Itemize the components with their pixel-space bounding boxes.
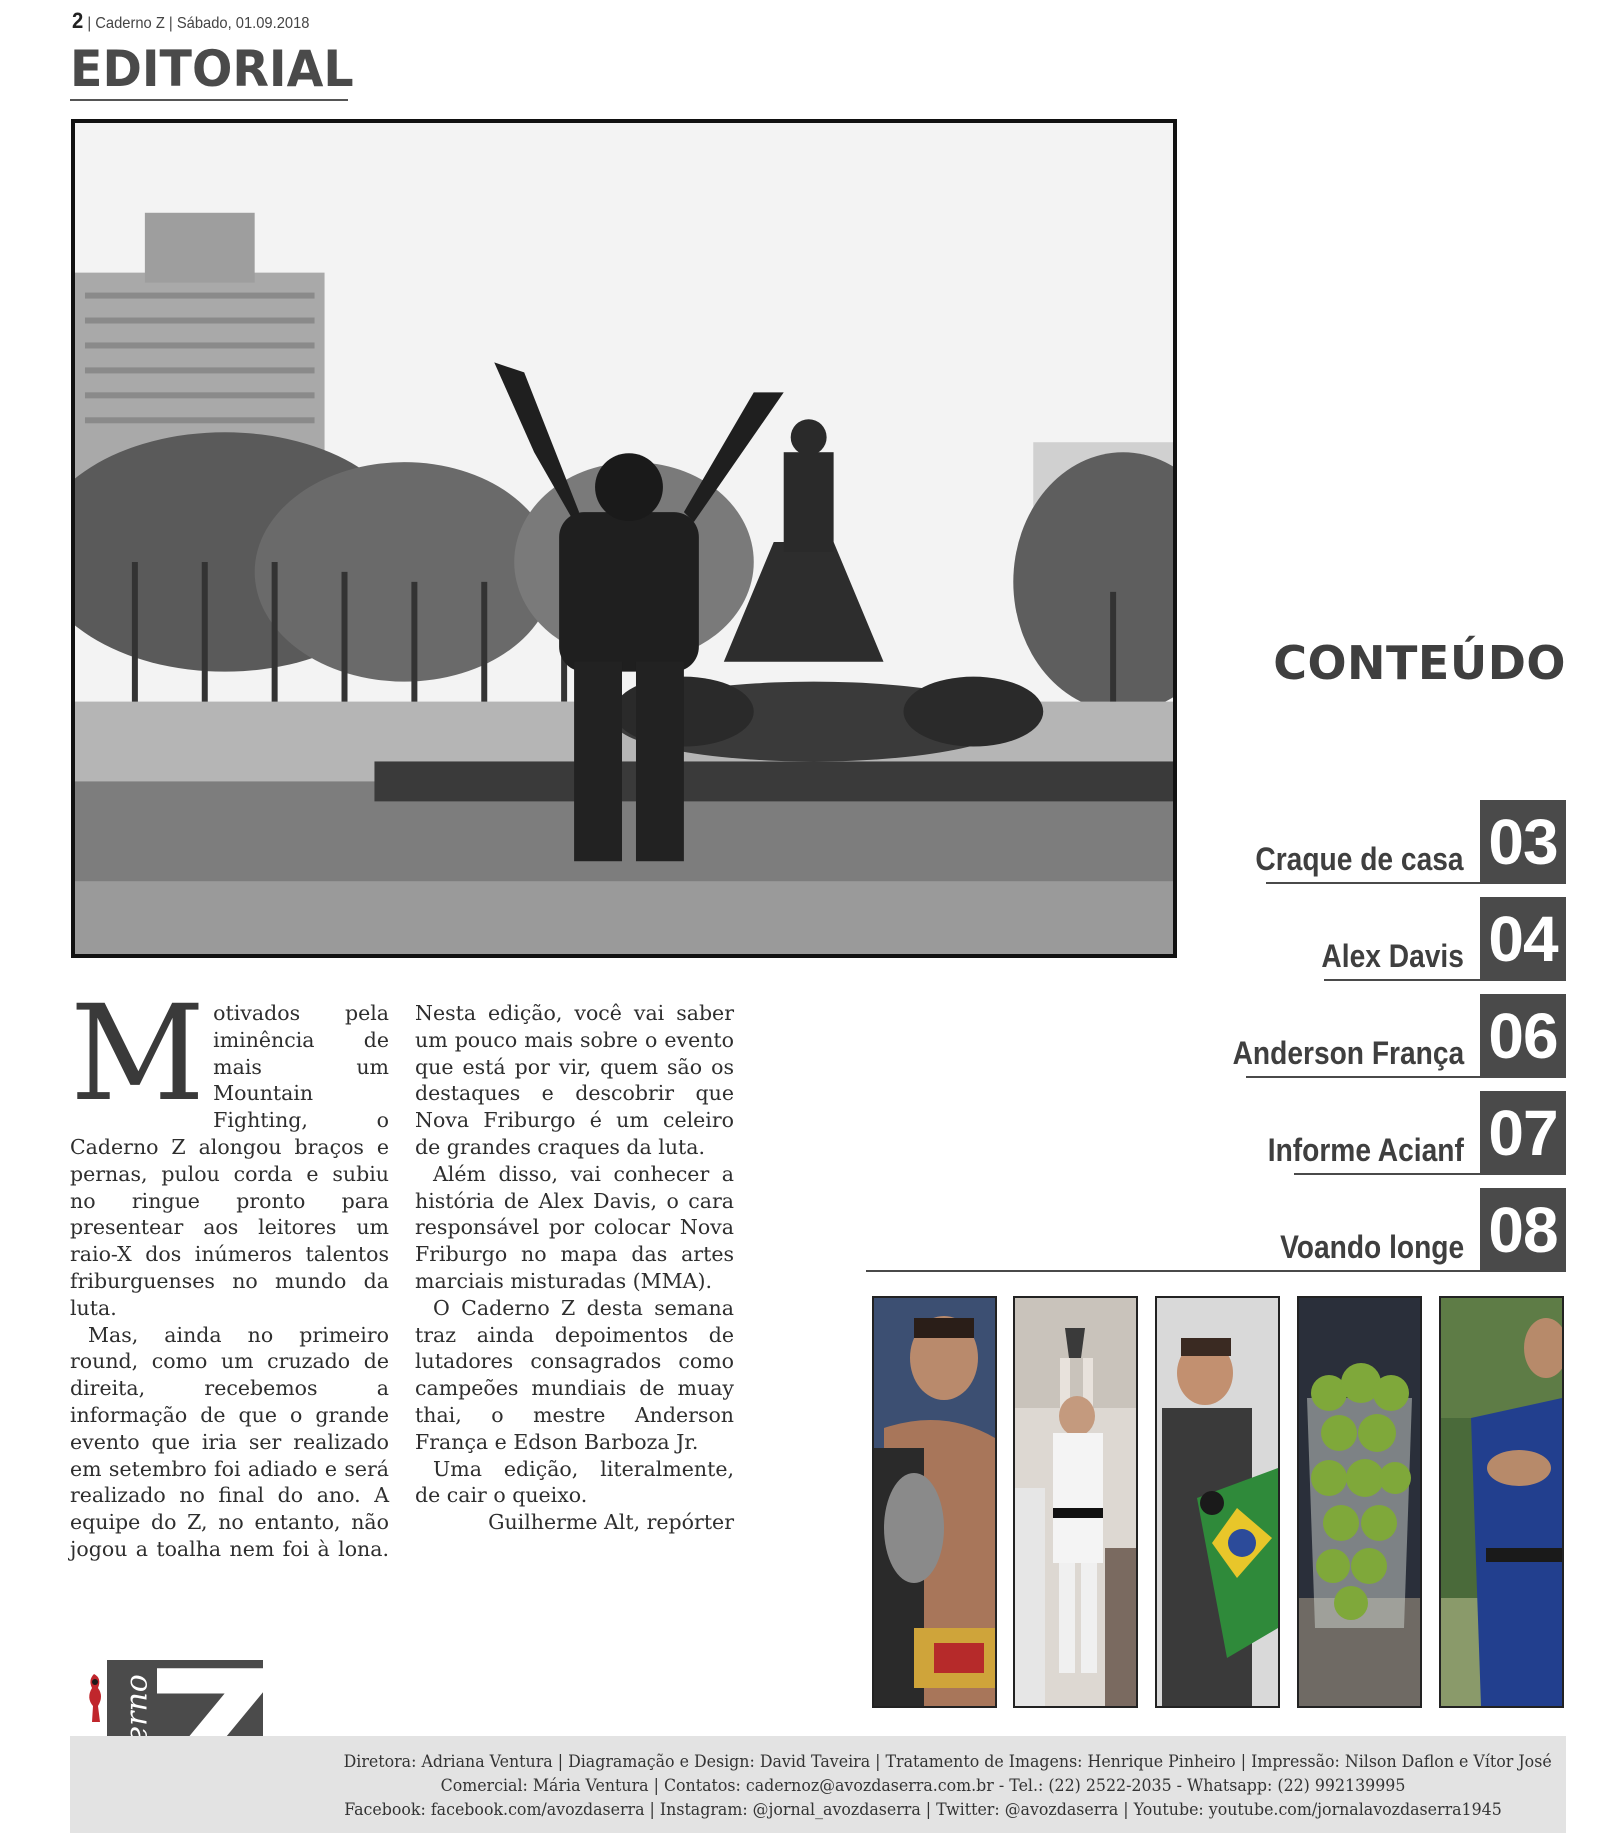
thumbnail-judoka-trophy — [1013, 1296, 1138, 1708]
toc-item-page: 08 — [1480, 1188, 1566, 1272]
drop-cap: M — [70, 977, 206, 1131]
toc-item-anderson-franca[interactable] — [1232, 994, 1566, 1078]
toc-item-informe-acianf[interactable] — [1266, 1091, 1566, 1175]
footer-staff-line: Diretora: Adriana Ventura | Diagramação e Design: David Taveira | Tratamento de Imagens: Henrique Pinheiro | Impressão: Nilson Daflon e Vítor José — [343, 1752, 1552, 1772]
fighter-flag-illustration — [1157, 1298, 1278, 1706]
toc-item-rule — [1266, 882, 1480, 884]
footer-social-line: Facebook: facebook.com/avozdaserra | Instagram: @jornal_avozdaserra | Twitter: @avozdaserra | Youtube: youtube.com/jornalavozdaserra1945 — [344, 1800, 1502, 1820]
article-paragraph: Motivados pela iminência de mais um Mountain Fighting, o Caderno Z alongou braços e pernas, pulou corda e subiu no ringue pronto para presentear aos leitores um raio-X dos inúmeros talentos friburguenses no mundo da luta. — [70, 977, 389, 1320]
toc-item-page: 03 — [1480, 800, 1566, 884]
toc-item-alex-davis[interactable] — [1266, 897, 1566, 981]
toc-item-label: Craque de casa — [1255, 841, 1464, 877]
jiujitsu-fighter-illustration — [1441, 1298, 1562, 1706]
toc-item-rule — [1294, 1173, 1480, 1175]
issue-date: | Sábado, 01.09.2018 — [168, 15, 310, 32]
section-title: EDITORIAL — [70, 40, 354, 98]
toc-item-page: 04 — [1480, 897, 1566, 981]
article-paragraph: Uma edição, literalmente, de cair o queixo. — [415, 1456, 734, 1508]
hero-photo-illustration — [75, 123, 1173, 954]
article-paragraph: O Caderno Z desta semana traz ainda depoimentos de lutadores consagrados como campeões mundiais de muay thai, o mestre Anderson França e Edson Barboza Jr. — [415, 1295, 734, 1454]
thumbnail-jiujitsu-fighter — [1439, 1296, 1564, 1708]
article-paragraph: Além disso, vai conhecer a história de Alex Davis, o cara responsável por colocar Nova Friburgo no mapa das artes marciais misturadas (MMA). — [415, 1161, 734, 1293]
editorial-article — [70, 977, 734, 1563]
fighter-belt-illustration — [874, 1298, 995, 1706]
hero-photo — [71, 119, 1177, 958]
section-title-rule — [70, 99, 348, 101]
judoka-trophy-illustration — [1015, 1298, 1136, 1706]
toc-item-label: Informe Acianf — [1267, 1132, 1464, 1168]
thumbnail-fighter-belt — [872, 1296, 997, 1708]
thumbnail-hops-glass — [1297, 1296, 1422, 1708]
toc-item-label: Alex Davis — [1321, 938, 1464, 974]
toc-item-page: 07 — [1480, 1091, 1566, 1175]
toc-item-rule — [866, 1270, 1480, 1272]
article-signature: Guilherme Alt, repórter — [488, 1510, 734, 1535]
hops-glass-illustration — [1299, 1298, 1420, 1706]
page-header — [72, 8, 309, 34]
contents-title: CONTEÚDO — [1273, 636, 1566, 690]
page-number: 2 — [72, 8, 84, 33]
thumbnail-fighter-flag — [1155, 1296, 1280, 1708]
publication-name: | Caderno Z — [87, 15, 165, 32]
article-paragraph: Mas, ainda no primeiro round, como um cruzado de direita, recebemos a informação de que o grande evento que iria ser realizado em setembro foi adiado e será realizado no final do ano. A equipe do Z, no entanto, não jogou a toalha nem foi à lona. Nesta edição, você vai saber um pouco mais sobre o evento que está por vir, quem são os destaques e descobrir que Nova Friburgo é um celeiro de grandes craques da luta. — [70, 1001, 734, 1561]
toc-item-label: Anderson França — [1232, 1035, 1464, 1071]
credits-footer — [70, 1736, 1566, 1833]
toc-item-rule — [1324, 979, 1480, 981]
footer-contact-line: Comercial: Mária Ventura | Contatos: cadernoz@avozdaserra.com.br - Tel.: (22) 2522-2035 - Whatsapp: (22) 992139995 — [440, 1776, 1406, 1796]
toc-item-rule — [1246, 1076, 1480, 1078]
toc-item-voando-longe[interactable] — [866, 1188, 1566, 1272]
toc-item-craque-de-casa[interactable] — [1255, 800, 1566, 884]
caderno-z-mascot-icon — [84, 1670, 106, 1726]
toc-item-page: 06 — [1480, 994, 1566, 1078]
toc-item-label: Voando longe — [1279, 1229, 1464, 1265]
